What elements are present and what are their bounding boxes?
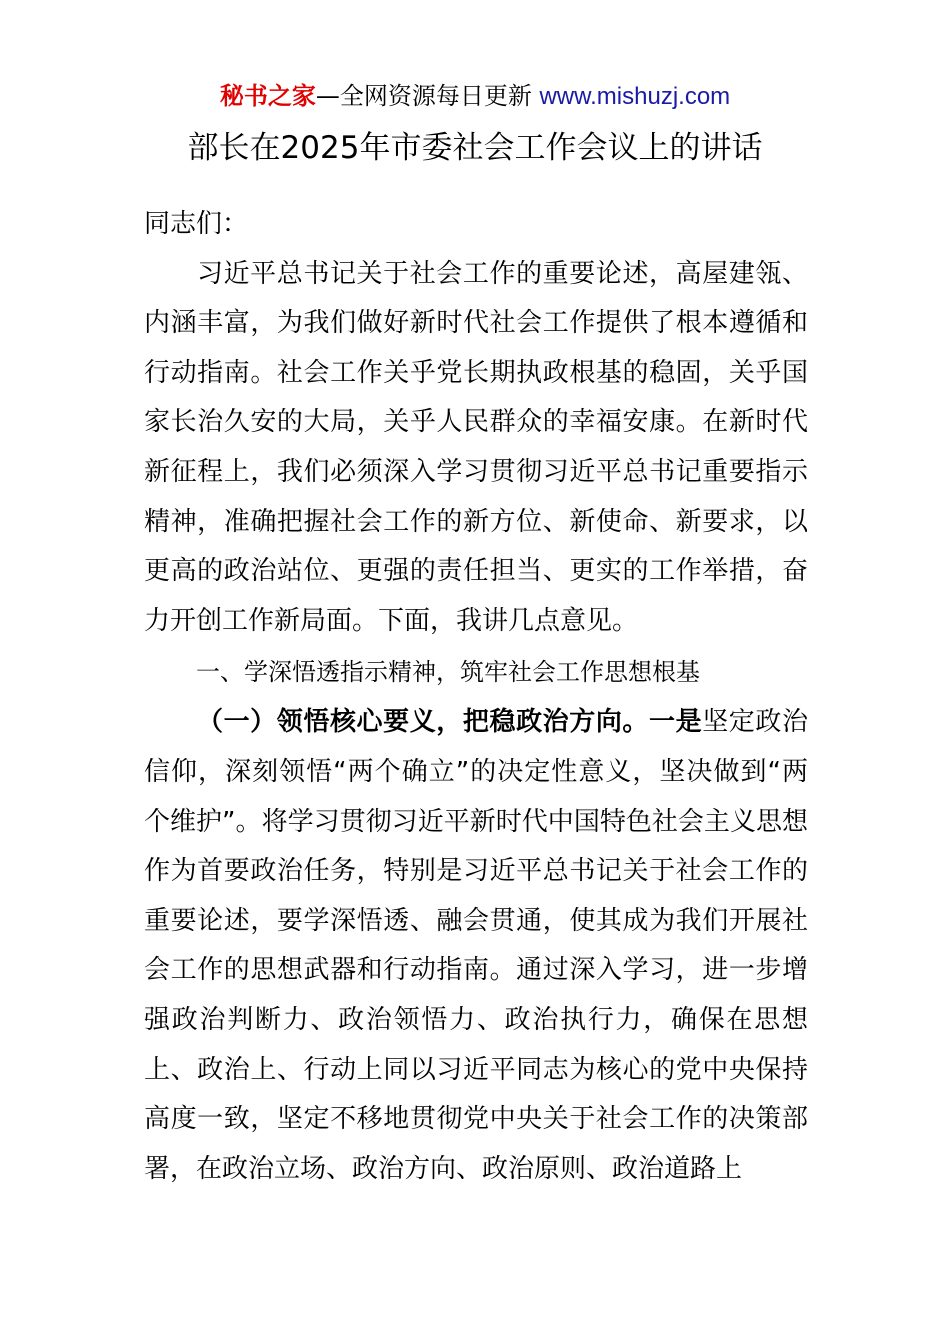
subsection-text: 坚定政治信仰，深刻领悟“两个确立”的决定性意义，坚决做到“两个维护”。将学习贯彻习近平新时代中国特色社会主义思想作为首要政治任务，特别是习近平总书记关于社会工作的重要论述，要学深悟透、融会贯通，使其成为我们开展社会工作的思想武器和行动指南。通过深入学习，进一步增强政治判断力、政治领悟力、政治执行力，确保在思想上、政治上、行动上同以习近平同志为核心的党中央保持高度一致，坚定不移地贯彻党中央关于社会工作的决策部署，在政治立场、政治方向、政治原则、政治道路上: [144, 707, 808, 1184]
brand-name: 秘书之家: [219, 82, 316, 110]
subsection-paragraph: [144, 698, 808, 1194]
header-tagline: —全网资源每日更新: [315, 82, 540, 110]
salutation: 同志们：: [144, 209, 249, 239]
intro-paragraph: 习近平总书记关于社会工作的重要论述，高屋建瓴、内涵丰富，为我们做好新时代社会工作提供了根本遵循和行动指南。社会工作关乎党长期执政根基的稳固，关乎国家长治久安的大局，关乎人民群众的幸福安康。在新时代新征程上，我们必须深入学习贯彻习近平总书记重要指示精神，准确把握社会工作的新方位、新使命、新要求，以更高的政治站位、更强的责任担当、更实的工作举措，奋力开创工作新局面。下面，我讲几点意见。: [144, 258, 808, 636]
document-title: 部长在2025年市委社会工作会议上的讲话: [187, 130, 763, 166]
lead-marker: 一是: [649, 707, 703, 738]
site-header: [0, 80, 950, 113]
site-url[interactable]: www.mishuzj.com: [539, 83, 731, 110]
section-heading: 一、学深悟透指示精神，筑牢社会工作思想根基: [196, 658, 700, 687]
document-body: [144, 200, 808, 1194]
subsection-heading: （一）领悟核心要义，把稳政治方向。: [197, 707, 650, 738]
